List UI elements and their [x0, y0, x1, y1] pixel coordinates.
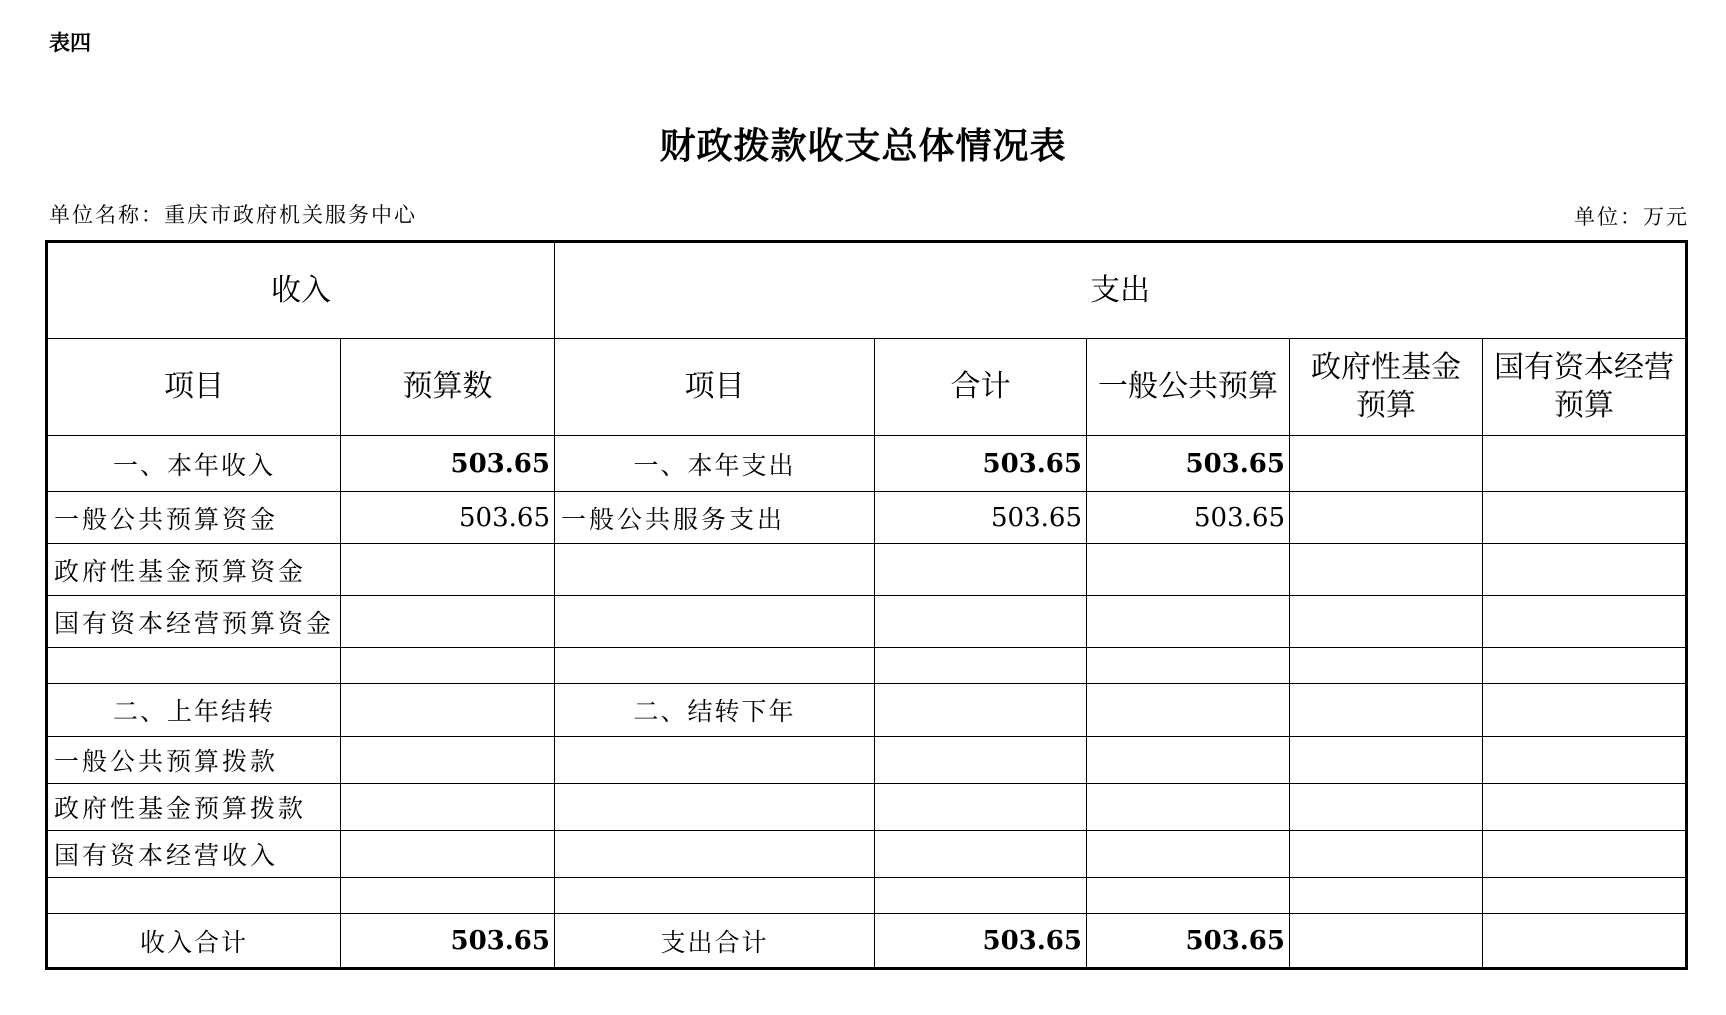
expense-item-cell: 二、结转下年 — [555, 684, 875, 737]
col-header-total: 合计 — [875, 339, 1087, 436]
gov-fund-cell — [1290, 831, 1483, 878]
expense-total-cell — [875, 737, 1087, 784]
col-header-gov-fund — [1290, 339, 1483, 436]
general-budget-cell — [1087, 831, 1290, 878]
income-budget-cell — [341, 684, 555, 737]
table-row — [47, 492, 1687, 544]
expense-item-cell: 一般公共服务支出 — [555, 492, 875, 544]
state-capital-cell — [1483, 648, 1687, 684]
income-item-cell: 国有资本经营收入 — [47, 831, 341, 878]
income-budget-cell: 503.65 — [341, 492, 555, 544]
income-item-cell: 政府性基金预算资金 — [47, 544, 341, 596]
income-item-cell — [47, 878, 341, 914]
general-budget-cell — [1087, 544, 1290, 596]
page-title: 财政拨款收支总体情况表 — [659, 125, 1067, 167]
gov-fund-cell — [1290, 737, 1483, 784]
general-budget-cell — [1087, 784, 1290, 831]
table-row — [47, 784, 1687, 831]
table-row — [47, 737, 1687, 784]
state-capital-cell — [1483, 831, 1687, 878]
expense-item-cell: 一、本年支出 — [555, 436, 875, 492]
col-header-gov-fund-line2: 预算 — [1356, 388, 1416, 423]
table-row — [47, 914, 1687, 969]
expense-item-cell — [555, 544, 875, 596]
table-row — [47, 648, 1687, 684]
state-capital-cell — [1483, 684, 1687, 737]
income-item-cell — [47, 648, 341, 684]
table-number: 表四 — [49, 31, 91, 55]
general-budget-cell — [1087, 878, 1290, 914]
col-header-expense-item: 项目 — [555, 339, 875, 436]
state-capital-cell — [1483, 784, 1687, 831]
state-capital-cell — [1483, 878, 1687, 914]
state-capital-cell — [1483, 492, 1687, 544]
gov-fund-cell — [1290, 596, 1483, 648]
col-header-state-capital — [1483, 339, 1687, 436]
col-header-state-capital-line2: 预算 — [1554, 388, 1615, 423]
col-header-income-item: 项目 — [47, 339, 341, 436]
gov-fund-cell — [1290, 492, 1483, 544]
gov-fund-cell — [1290, 878, 1483, 914]
expense-total-cell: 503.65 — [875, 492, 1087, 544]
income-budget-cell — [341, 648, 555, 684]
state-capital-cell — [1483, 596, 1687, 648]
income-budget-cell — [341, 831, 555, 878]
expense-item-cell — [555, 648, 875, 684]
col-header-state-capital-line1: 国有资本经营 — [1494, 350, 1675, 385]
state-capital-cell — [1483, 436, 1687, 492]
income-group-header: 收入 — [47, 242, 555, 339]
col-header-general-budget: 一般公共预算 — [1087, 339, 1290, 436]
table-row — [47, 684, 1687, 737]
general-budget-cell — [1087, 596, 1290, 648]
income-budget-cell — [341, 544, 555, 596]
currency-unit: 单位：万元 — [1574, 205, 1689, 229]
gov-fund-cell — [1290, 684, 1483, 737]
income-item-cell: 一般公共预算资金 — [47, 492, 341, 544]
expense-group-header: 支出 — [555, 242, 1687, 339]
income-item-cell: 国有资本经营预算资金 — [47, 596, 341, 648]
income-budget-cell — [341, 596, 555, 648]
income-budget-cell — [341, 737, 555, 784]
expense-total-cell — [875, 648, 1087, 684]
group-header-row — [47, 242, 1687, 339]
general-budget-cell — [1087, 684, 1290, 737]
state-capital-cell — [1483, 914, 1687, 969]
state-capital-cell — [1483, 544, 1687, 596]
state-capital-cell — [1483, 737, 1687, 784]
table-row — [47, 436, 1687, 492]
income-item-cell: 收入合计 — [47, 914, 341, 969]
table-row — [47, 544, 1687, 596]
table-row — [47, 596, 1687, 648]
expense-total-cell — [875, 544, 1087, 596]
col-header-gov-fund-line1: 政府性基金 — [1311, 350, 1461, 385]
gov-fund-cell — [1290, 436, 1483, 492]
income-item-cell: 二、上年结转 — [47, 684, 341, 737]
expense-item-cell — [555, 878, 875, 914]
expense-total-cell — [875, 878, 1087, 914]
column-header-row — [47, 339, 1687, 436]
expense-total-cell — [875, 684, 1087, 737]
expense-total-cell — [875, 784, 1087, 831]
unit-name: 单位名称：重庆市政府机关服务中心 — [49, 203, 417, 227]
gov-fund-cell — [1290, 914, 1483, 969]
expense-item-cell — [555, 596, 875, 648]
expense-item-cell — [555, 831, 875, 878]
income-item-cell: 政府性基金预算拨款 — [47, 784, 341, 831]
income-item-cell: 一、本年收入 — [47, 436, 341, 492]
gov-fund-cell — [1290, 784, 1483, 831]
expense-item-cell — [555, 784, 875, 831]
general-budget-cell: 503.65 — [1087, 492, 1290, 544]
general-budget-cell — [1087, 648, 1290, 684]
expense-item-cell — [555, 737, 875, 784]
income-budget-cell — [341, 784, 555, 831]
general-budget-cell: 503.65 — [1087, 914, 1290, 969]
expense-total-cell — [875, 831, 1087, 878]
gov-fund-cell — [1290, 544, 1483, 596]
income-budget-cell — [341, 878, 555, 914]
col-header-budget: 预算数 — [341, 339, 555, 436]
expense-total-cell: 503.65 — [875, 436, 1087, 492]
general-budget-cell — [1087, 737, 1290, 784]
income-budget-cell: 503.65 — [341, 914, 555, 969]
table-row — [47, 878, 1687, 914]
expense-item-cell: 支出合计 — [555, 914, 875, 969]
gov-fund-cell — [1290, 648, 1483, 684]
budget-table — [45, 240, 1688, 970]
general-budget-cell: 503.65 — [1087, 436, 1290, 492]
income-budget-cell: 503.65 — [341, 436, 555, 492]
income-item-cell: 一般公共预算拨款 — [47, 737, 341, 784]
expense-total-cell: 503.65 — [875, 914, 1087, 969]
table-row — [47, 831, 1687, 878]
expense-total-cell — [875, 596, 1087, 648]
